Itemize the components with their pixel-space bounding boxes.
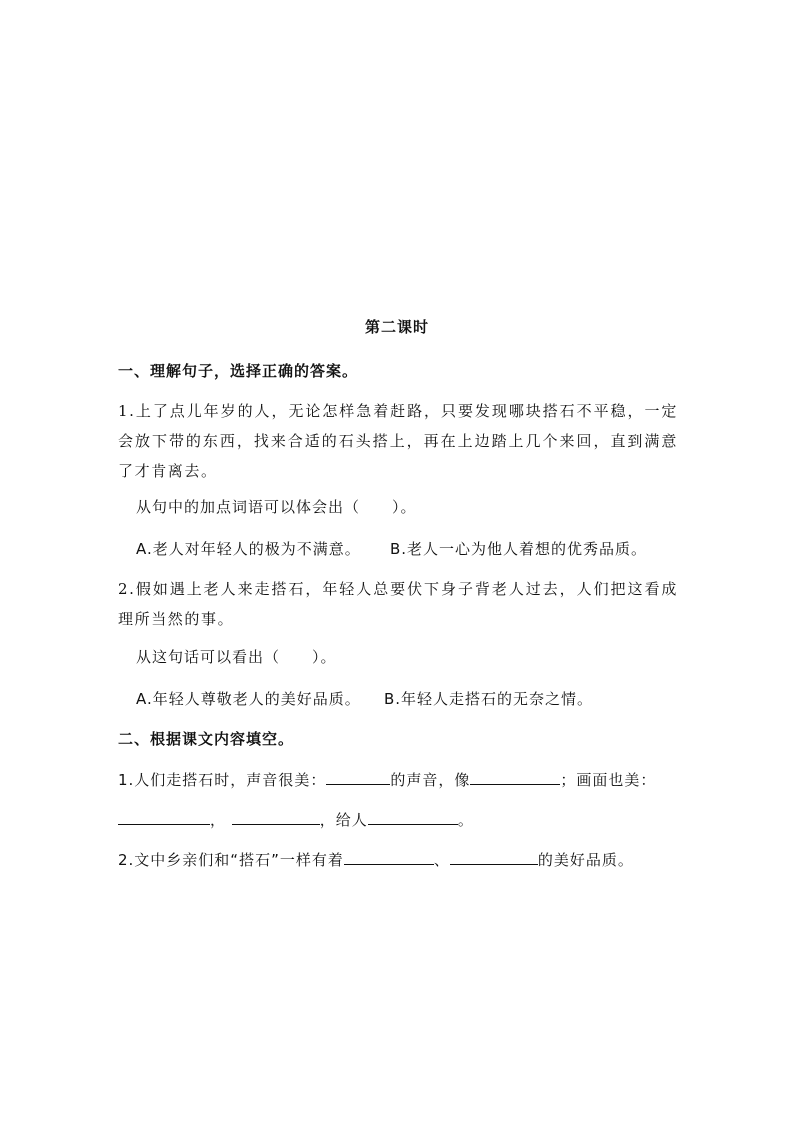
fill-q1-text-5: ，给人: [319, 811, 368, 829]
fill-q1-text-4: ，: [210, 811, 227, 829]
question-1-option-a: A.老人对年轻人的极为不满意。: [136, 540, 361, 558]
question-1-prompt: 从句中的加点词语可以体会出（ ）。: [136, 498, 417, 516]
question-2-prompt: 从这句话可以看出（ ）。: [136, 648, 337, 666]
fill-q2-text-1: 2.文中乡亲们和“搭石”一样有着: [118, 851, 344, 869]
answer-blank[interactable]: [470, 768, 560, 785]
question-2-text: 2.假如遇上老人来走搭石，年轻人总要伏下身子背老人过去，人们把这看成理所当然的事。: [118, 580, 678, 628]
page-title: 第二课时: [364, 318, 429, 336]
question-2-option-b: B.年轻人走搭石的无奈之情。: [384, 690, 594, 708]
fill-q2-text-2: 、: [433, 851, 450, 869]
answer-blank[interactable]: [450, 848, 538, 865]
fill-q2-text-3: 的美好品质。: [537, 851, 634, 869]
fill-question-2: [118, 848, 634, 870]
question-1-option-b: B.老人一心为他人着想的优秀品质。: [390, 540, 648, 558]
fill-q1-text-6: 。: [457, 811, 474, 829]
section-heading-2: 二、根据课文内容填空。: [118, 730, 295, 748]
fill-q1-text-3: ；画面也美：: [560, 771, 657, 789]
fill-q1-text-1: 1.人们走搭石时，声音很美：: [118, 771, 327, 789]
answer-blank[interactable]: [326, 768, 390, 785]
section-heading-1: 一、理解句子，选择正确的答案。: [118, 362, 359, 380]
fill-question-1-line-1: [118, 768, 656, 790]
question-1-text: 1.上了点儿年岁的人，无论怎样急着赶路，只要发现哪块搭石不平稳，一定会放下带的东西，找来合适的石头搭上，再在上边踏上几个来回，直到满意了才肯离去。: [118, 402, 678, 480]
answer-blank[interactable]: [232, 808, 320, 825]
fill-q1-text-2: 的声音，像: [390, 771, 471, 789]
question-2-option-a: A.年轻人尊敬老人的美好品质。: [136, 690, 361, 708]
answer-blank[interactable]: [344, 848, 434, 865]
answer-blank[interactable]: [368, 808, 458, 825]
fill-question-1-line-2: [118, 808, 474, 830]
answer-blank[interactable]: [118, 808, 210, 825]
